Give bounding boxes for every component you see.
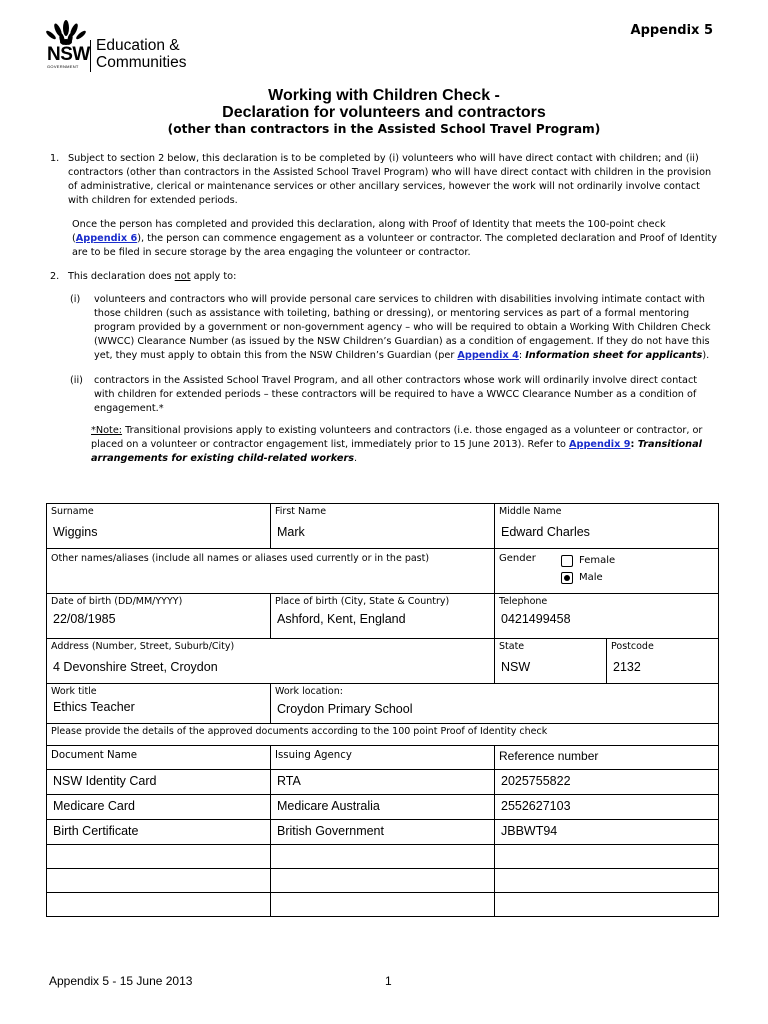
waratah-icon [46, 20, 86, 46]
form-row-instructions [47, 724, 719, 746]
doc-header-name-cell [47, 746, 271, 770]
logo-divider [90, 40, 91, 72]
dob-field[interactable]: 22/08/1985 [53, 612, 116, 626]
document-row [47, 869, 719, 893]
dob-cell [47, 594, 271, 639]
doc-name-cell[interactable] [47, 770, 271, 795]
gender-male-label: Male [579, 572, 603, 583]
postcode-field[interactable]: 2132 [613, 660, 641, 674]
gender-female-label: Female [579, 555, 616, 566]
doc-agency[interactable] [275, 845, 490, 849]
work-location-label: Work location: [275, 686, 343, 697]
appendix-9-link[interactable]: Appendix 9 [569, 439, 631, 450]
doc-header-name: Document Name [51, 750, 138, 761]
doc-ref-cell[interactable] [495, 770, 719, 795]
pob-cell [271, 594, 495, 639]
note-label: *Note: [91, 425, 123, 436]
title-line-3: (other than contractors in the Assisted School Travel Program) [167, 122, 601, 136]
document-row [47, 795, 719, 820]
item-i-number: (i) [70, 294, 81, 305]
section-1-para-2 [0, 218, 768, 260]
instructions-cell [47, 724, 719, 746]
doc-ref-cell[interactable] [495, 869, 719, 893]
doc-name[interactable]: Birth Certificate [53, 824, 139, 838]
doc-agency-cell[interactable] [271, 820, 495, 845]
form-row-work [47, 684, 719, 724]
work-location-field[interactable]: Croydon Primary School [277, 702, 413, 716]
section-1-number: 1. [50, 153, 60, 164]
doc-reference[interactable]: 2552627103 [501, 799, 571, 813]
other-names-label: Other names/aliases (include all names or aliases used currently or in the past) [51, 553, 430, 564]
doc-agency[interactable]: British Government [277, 824, 384, 838]
transitional-note [0, 424, 768, 466]
doc-header-ref-cell [495, 746, 719, 770]
item-i-text: volunteers and contractors who will provide personal care services to children with disabilities involving intimate contact with those children (such as assistance with toileting, bathing or dressing), or mentoring services as part of a formal mentoring program provided by a government or non-government agency – who will be required to obtain a Working With Children Check (WWCC) Clearance Number (as issued by the NSW Children’s Guardian) as a condition of engagement. If they do not have this yet, they must apply to obtain this from the NSW Children’s Guardian (per [94, 294, 711, 361]
pob-field[interactable]: Ashford, Kent, England [277, 612, 406, 626]
item-i-end: ). [702, 350, 710, 361]
gender-label: Gender [499, 553, 536, 564]
doc-agency[interactable]: Medicare Australia [277, 799, 380, 813]
appendix-4-link[interactable]: Appendix 4 [457, 350, 519, 361]
doc-name-cell[interactable] [47, 820, 271, 845]
section-2 [0, 270, 768, 284]
document-body [0, 152, 768, 466]
section-2-intro-a: This declaration does [68, 271, 175, 282]
footer-label: Appendix 5 - 15 June 2013 [49, 974, 193, 988]
first-name-cell [271, 504, 495, 549]
pob-label: Place of birth (City, State & Country) [275, 596, 450, 607]
section-2-item-i [0, 293, 768, 363]
doc-agency-cell[interactable] [271, 893, 495, 917]
doc-agency[interactable] [275, 869, 490, 873]
note-colon: : [630, 439, 638, 450]
section-1-text: Subject to section 2 below, this declaration is to be completed by (i) volunteers who will have direct contact with children; and (ii) contractors (other than contractors in the Assisted School Travel Program) who will have direct contact with children in the provision of administrative, clerical or maintenance services or other ancillary services, however the work will not ordinarily involve contact with children for extended periods. [68, 153, 712, 206]
section-1-para-2-text-a: Once the person has completed and provided this declaration, along with Proof of Identity that meets the 100-point check ( [72, 219, 666, 244]
doc-name[interactable] [51, 893, 266, 897]
address-cell [47, 639, 495, 684]
middle-name-cell [495, 504, 719, 549]
doc-header-reference: Reference number [499, 749, 599, 763]
work-title-cell [47, 684, 271, 724]
document-title [0, 87, 768, 137]
document-row [47, 893, 719, 917]
address-label: Address (Number, Street, Suburb/City) [51, 641, 235, 652]
state-cell [495, 639, 607, 684]
telephone-label: Telephone [499, 596, 548, 607]
doc-agency-cell[interactable] [271, 770, 495, 795]
item-i-colon: : [518, 350, 526, 361]
work-location-cell [271, 684, 719, 724]
first-name-field[interactable]: Mark [277, 525, 305, 539]
telephone-field[interactable]: 0421499458 [501, 612, 571, 626]
note-end: . [354, 453, 358, 464]
logo-government-text: GOVERNMENT [47, 64, 79, 69]
gender-group [499, 549, 714, 593]
note-text: Transitional provisions apply to existing volunteers and contractors (i.e. those engaged as a volunteer or contractor, or placed on a volunteer or contractor engagement list, immediately prior to 15 June 2013). Refer to [91, 425, 703, 450]
doc-agency[interactable] [275, 893, 490, 897]
doc-ref-cell[interactable] [495, 795, 719, 820]
state-label: State [499, 641, 525, 652]
middle-name-label: Middle Name [499, 506, 562, 517]
doc-name[interactable]: NSW Identity Card [53, 774, 157, 788]
doc-agency[interactable]: RTA [277, 774, 301, 788]
page-number: 1 [385, 974, 392, 988]
note-italic-title: Transitional arrangements for existing child-related workers [91, 439, 702, 464]
doc-reference[interactable] [499, 893, 714, 897]
doc-reference[interactable]: 2025755822 [501, 774, 571, 788]
doc-name-cell[interactable] [47, 893, 271, 917]
other-names-field[interactable] [51, 565, 490, 572]
first-name-label: First Name [275, 506, 327, 517]
doc-header-agency-cell [271, 746, 495, 770]
surname-cell [47, 504, 271, 549]
doc-reference[interactable]: JBBWT94 [501, 824, 558, 838]
gender-cell [495, 549, 719, 594]
doc-name-cell[interactable] [47, 845, 271, 869]
form-row-names [47, 504, 719, 549]
work-title-field[interactable]: Ethics Teacher [53, 700, 135, 714]
doc-name[interactable] [51, 845, 266, 849]
surname-field[interactable]: Wiggins [53, 525, 98, 539]
address-field[interactable]: 4 Devonshire Street, Croydon [53, 660, 218, 674]
logo-line-1: Education & [96, 37, 180, 54]
document-row [47, 770, 719, 795]
logo-department-name [96, 37, 186, 71]
postcode-cell [607, 639, 719, 684]
section-2-item-ii [0, 374, 768, 416]
appendix-label: Appendix 5 [630, 23, 713, 38]
postcode-label: Postcode [611, 641, 654, 652]
gender-male-radio[interactable] [561, 572, 573, 584]
doc-reference[interactable] [499, 845, 714, 849]
doc-name[interactable]: Medicare Card [53, 799, 135, 813]
state-field[interactable]: NSW [501, 660, 531, 674]
form-row-birth [47, 594, 719, 639]
proof-of-identity-instructions: Please provide the details of the approved documents according to the 100 point Proof of Identity check [51, 726, 548, 737]
other-names-cell[interactable] [47, 549, 495, 594]
title-line-1: Working with Children Check - [268, 87, 500, 104]
section-1-para-2-text-b: ), the person can commence engagement as a volunteer or contractor. The completed declaration and Proof of Identity are to be filed in secure storage by the area engaging the volunteer or contractor. [72, 233, 717, 258]
surname-label: Surname [51, 506, 94, 517]
logo-line-2: Communities [96, 54, 187, 71]
doc-agency-cell[interactable] [271, 795, 495, 820]
nsw-education-logo [46, 20, 226, 72]
title-line-2: Declaration for volunteers and contractors [222, 104, 546, 121]
appendix-6-link[interactable]: Appendix 6 [75, 233, 138, 244]
documents-header-row [47, 746, 719, 770]
form-row-address [47, 639, 719, 684]
doc-ref-cell[interactable] [495, 893, 719, 917]
section-2-intro-b: apply to: [190, 271, 237, 282]
gender-female-radio[interactable] [561, 555, 573, 567]
doc-reference[interactable] [499, 869, 714, 873]
section-1 [0, 152, 768, 208]
section-2-number: 2. [50, 271, 60, 282]
form-row-other-names [47, 549, 719, 594]
section-2-intro-not: not [174, 271, 191, 282]
item-i-italic-title: Information sheet for applicants [525, 350, 703, 361]
doc-ref-cell[interactable] [495, 820, 719, 845]
doc-header-agency: Issuing Agency [275, 750, 352, 761]
item-ii-number: (ii) [70, 375, 83, 386]
declaration-form [46, 503, 719, 917]
doc-ref-cell[interactable] [495, 845, 719, 869]
doc-name-cell[interactable] [47, 795, 271, 820]
dob-label: Date of birth (DD/MM/YYYY) [51, 596, 183, 607]
telephone-cell [495, 594, 719, 639]
doc-name-cell[interactable] [47, 869, 271, 893]
middle-name-field[interactable]: Edward Charles [501, 525, 590, 539]
work-title-label: Work title [51, 686, 97, 697]
doc-agency-cell[interactable] [271, 869, 495, 893]
doc-name[interactable] [51, 869, 266, 873]
document-row [47, 820, 719, 845]
logo-nsw-text: NSW [47, 44, 90, 65]
document-row [47, 845, 719, 869]
item-ii-text: contractors in the Assisted School Travel Program, and all other contractors whose work will ordinarily involve direct contact with children for extended periods – these contractors will be required to have a WWCC Clearance Number as a condition of engagement.* [94, 375, 698, 414]
doc-agency-cell[interactable] [271, 845, 495, 869]
